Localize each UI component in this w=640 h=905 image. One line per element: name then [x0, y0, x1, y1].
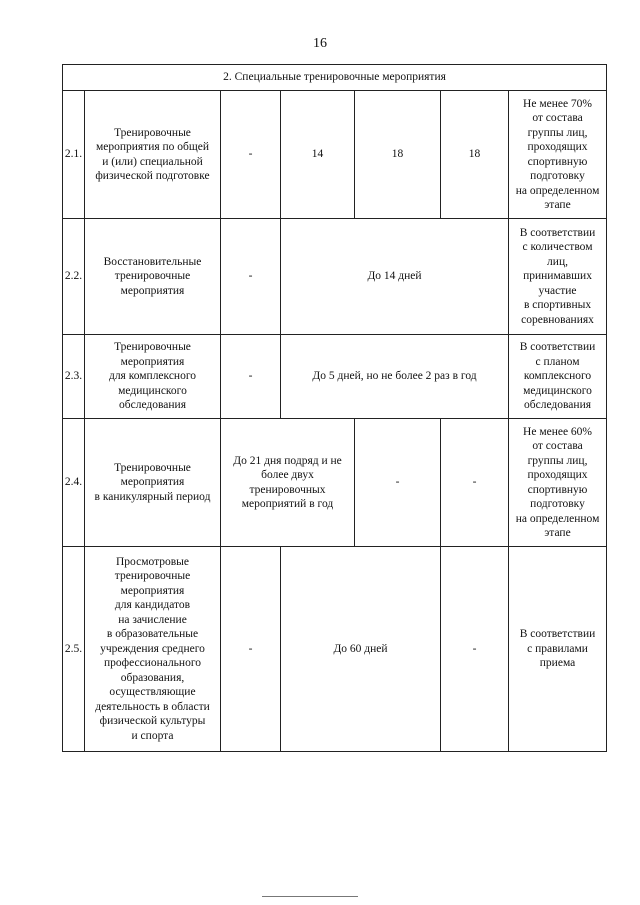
scan-edge-line — [262, 896, 358, 897]
merged-cell-value: До 21 дня подряд и не более двух тренировочных мероприятий в год — [221, 419, 355, 547]
training-events-table — [62, 64, 607, 752]
row-number: 2.4. — [63, 419, 85, 547]
row-number: 2.5. — [63, 547, 85, 752]
table-row — [63, 335, 607, 419]
event-name: Тренировочные мероприятия в каникулярный период — [85, 419, 221, 547]
event-note: Не менее 70% от состава группы лиц, проходящих спортивную подготовку на определенном этапе — [509, 91, 607, 219]
cell-value: - — [441, 547, 509, 752]
event-name: Тренировочные мероприятия по общей и (или) специальной физической подготовке — [85, 91, 221, 219]
section-title: 2. Специальные тренировочные мероприятия — [63, 65, 607, 91]
row-number: 2.1. — [63, 91, 85, 219]
cell-value: - — [221, 219, 281, 335]
merged-cell-value: До 60 дней — [281, 547, 441, 752]
cell-value: - — [221, 91, 281, 219]
table-row — [63, 91, 607, 219]
table-row — [63, 219, 607, 335]
event-note: В соответствии с количеством лиц, принимавших участие в спортивных соревнованиях — [509, 219, 607, 335]
cell-value: 14 — [281, 91, 355, 219]
table-row — [63, 419, 607, 547]
table-row — [63, 547, 607, 752]
merged-cell-value: До 14 дней — [281, 219, 509, 335]
cell-value: - — [441, 419, 509, 547]
event-note: В соответствии с правилами приема — [509, 547, 607, 752]
row-number: 2.3. — [63, 335, 85, 419]
event-name: Просмотровые тренировочные мероприятия для кандидатов на зачисление в образовательные учреждения среднего профессионального образования, осуществляющие деятельность в области физической культуры и спорта — [85, 547, 221, 752]
cell-value: 18 — [441, 91, 509, 219]
row-number: 2.2. — [63, 219, 85, 335]
event-note: Не менее 60% от состава группы лиц, проходящих спортивную подготовку на определенном этапе — [509, 419, 607, 547]
event-note: В соответствии с планом комплексного медицинского обследования — [509, 335, 607, 419]
cell-value: - — [221, 547, 281, 752]
page-number: 16 — [313, 36, 327, 51]
merged-cell-value: До 5 дней, но не более 2 раз в год — [281, 335, 509, 419]
cell-value: 18 — [355, 91, 441, 219]
event-name: Восстановительные тренировочные мероприятия — [85, 219, 221, 335]
event-name: Тренировочные мероприятия для комплексного медицинского обследования — [85, 335, 221, 419]
cell-value: - — [355, 419, 441, 547]
cell-value: - — [221, 335, 281, 419]
section-header-row — [63, 65, 607, 91]
